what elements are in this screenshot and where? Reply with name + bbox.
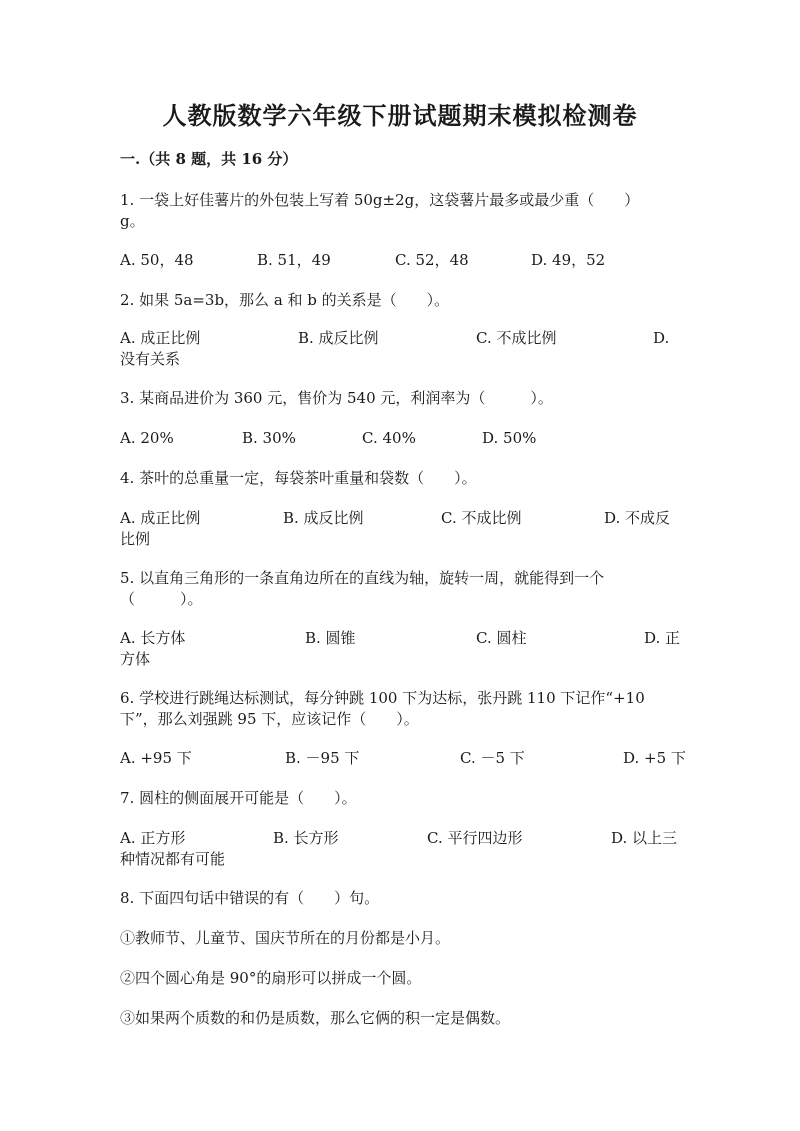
question-stem: 6. 学校进行跳绳达标测试，每分钟跳 100 下为达标，张丹跳 110 下记作“+10 [120,689,645,707]
question-stem-cont: g。 [120,212,145,230]
option-c[interactable]: C. 不成比例 [476,329,557,347]
options-2 [120,328,685,370]
page-title: 人教版数学六年级下册试题期末模拟检测卷 [162,101,638,130]
option-c[interactable]: C. 平行四边形 [427,829,523,847]
question-stem: 3. 某商品进价为 360 元，售价为 540 元，利润率为（ ）。 [120,389,553,407]
options-6 [120,748,685,790]
option-c[interactable]: C. 不成比例 [441,509,522,527]
question-2 [120,290,685,311]
question-stem: 4. 茶叶的总重量一定，每袋茶叶重量和袋数（ ）。 [120,469,477,487]
option-a[interactable]: A. 长方体 [120,629,186,647]
option-d[interactable]: D. [653,329,670,347]
option-b[interactable]: B. 成反比例 [283,509,364,527]
option-d-wrap: 比例 [120,530,151,548]
option-d-wrap: 方体 [120,650,151,668]
statement-2: ②四个圆心角是 90°的扇形可以拼成一个圆。 [120,969,422,987]
question-1 [120,190,685,232]
option-c[interactable]: C. 圆柱 [476,629,527,647]
option-b[interactable]: B. －95 下 [285,749,360,767]
options-7 [120,828,685,870]
options-4 [120,508,685,550]
option-b[interactable]: B. 长方形 [273,829,339,847]
option-c[interactable]: C. 40% [362,429,416,447]
option-d-wrap: 没有关系 [120,350,181,368]
question-stem: 1. 一袋上好佳薯片的外包装上写着 50g±2g，这袋薯片最多或最少重（ ） [120,191,640,209]
question-stem: 8. 下面四句话中错误的有（ ）句。 [120,889,380,907]
option-a[interactable]: A. 50，48 [120,251,194,269]
statement-3: ③如果两个质数的和仍是质数，那么它俩的积一定是偶数。 [120,1009,511,1027]
option-d[interactable]: D. 50% [482,429,537,447]
option-a[interactable]: A. 成正比例 [120,329,201,347]
options-3 [120,428,685,470]
option-a[interactable]: A. 成正比例 [120,509,201,527]
option-c[interactable]: C. －5 下 [460,749,525,767]
option-a[interactable]: A. 20% [120,429,174,447]
option-d[interactable]: D. 正 [644,629,681,647]
option-d[interactable]: D. 以上三 [611,829,678,847]
option-d-wrap: 种情况都有可能 [120,850,226,868]
statement-1: ①教师节、儿童节、国庆节所在的月份都是小月。 [120,929,451,947]
question-5 [120,568,685,610]
section-heading: 一.（共 8 题，共 16 分） [120,150,298,168]
question-3 [120,388,685,409]
options-5 [120,628,685,670]
option-a[interactable]: A. +95 下 [120,749,192,767]
question-8 [120,888,685,909]
question-stem: 5. 以直角三角形的一条直角边所在的直线为轴，旋转一周，就能得到一个 [120,569,605,587]
option-b[interactable]: B. 成反比例 [298,329,379,347]
option-b[interactable]: B. 圆锥 [305,629,356,647]
option-a[interactable]: A. 正方形 [120,829,186,847]
option-d[interactable]: D. +5 下 [623,749,686,767]
question-4 [120,468,685,489]
option-d[interactable]: D. 不成反 [604,509,671,527]
question-stem: 7. 圆柱的侧面展开可能是（ ）。 [120,789,357,807]
question-6 [120,688,685,730]
option-d[interactable]: D. 49，52 [531,251,606,269]
question-7 [120,788,685,809]
question-stem-cont: 下”，那么刘强跳 95 下，应该记作（ ）。 [120,710,419,728]
option-b[interactable]: B. 30% [242,429,296,447]
option-b[interactable]: B. 51，49 [257,251,331,269]
options-1 [120,250,685,292]
question-stem-cont: （ ）。 [120,590,203,608]
question-stem: 2. 如果 5a=3b，那么 a 和 b 的关系是（ ）。 [120,291,450,309]
option-c[interactable]: C. 52，48 [395,251,469,269]
